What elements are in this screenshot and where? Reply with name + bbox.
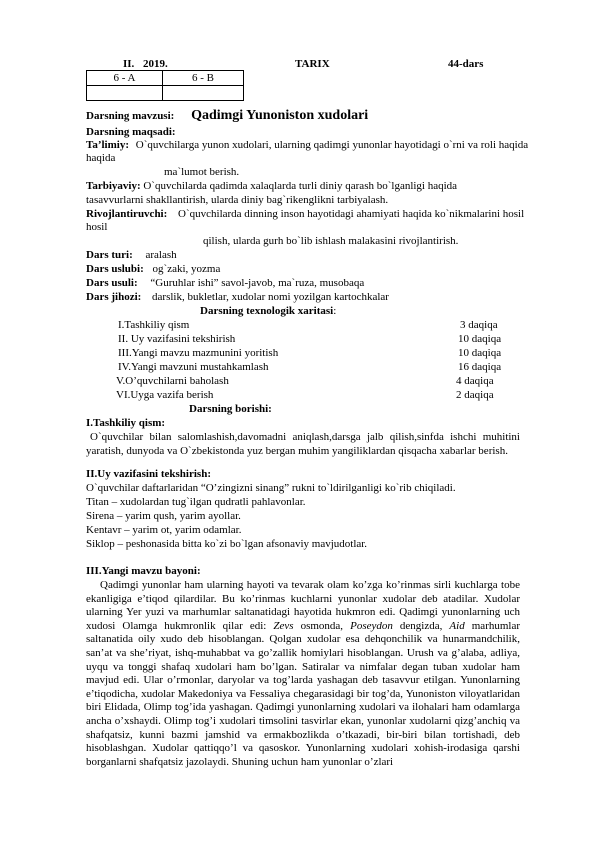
tarbiyaviy-line [86, 180, 457, 193]
plan-item: V.O’quvchilarni baholash [116, 375, 229, 387]
tech-map-title: Darsning texnologik xaritasi: [200, 305, 337, 317]
sec2-title: II.Uy vazifasini tekshirish: [86, 468, 211, 480]
plan-item: III.Yangi mavzu mazmunini yoritish [118, 347, 279, 359]
plan-item: I.Tashkiliy qism [118, 319, 190, 331]
sec3-text: Qadimgi yunonlar ham ularning hayoti va tevarak olam ko’zga ko’rinmas sirli kuchlarga tobe ekanligiga e’tiqod qilardilar. Bu ko’rinmas kuchlarni yunonlar xudolar deb atadilar. Xudolar ularning Yer yuzi va marhumlar saltanatidagi hayotida hukmron edi. Qadimgi yunonlarning uch xudosi Olamga hukmronlik qilar edi: Zevs osmonda, Poseydon dengizda, Aid marhumlar saltanatida oily xudo deb hisoblangan. Qolgan xudolar esa dehqonchilik va hunarmandchilik, san’at va she’riyat, ishq-muhabbat va go’zallik homiylari hisoblangan. Urush va g’alaba, adliya, uyqu va tonggi shafaq xudolari ham bo’lgan. Satiralar va nimfalar degan tuban xudolar ham mavjud edi. Ular o’rmonlar, daryolar va tog’larda yashagan deb tasavvur etilgan. Yunonlarning e’tiqodicha, xudolar Makedoniya va Fessaliya chegarasidagi bir tog’da, Yunoniston viloyatlaridan biri Elidada, Olimp tog’ida yashagan. Qadimgi yunonlarning xudolari va ilohalari ham odamlarga ancha o’xshaydi. Olimp tog’i xudolari timsolini tasvirlar ekan, yunonlar xudolarni qizg’anchiq va shafqatsiz, kunni bazmi jamshid va ermakbozlikda o’tkazadi, bir-biri bilan tortishadi, deb hisoblashgan. Xudolar qattiqqo’l va qasoskor. Yunonlarning xudolari xohish-irodasiga qarshi borganlarni shafqatsiz jazolaydi. Shuning uchun ham yunonlar o’zlari [86, 579, 521, 768]
rivoj-cont: qilish, ularda gurh bo`lib ishlash malakasini rivojlantirish. [203, 235, 459, 247]
class-cell: 6 - A [87, 71, 163, 86]
header-section: II. [123, 58, 135, 70]
rivoj-label: Rivojlantiruvchi: [86, 208, 168, 220]
plan-time: 10 daqiqa [458, 347, 502, 359]
tarbiyaviy-label: Tarbiyaviy: [86, 180, 141, 192]
talimiy-text: O`quvchilarga yunon xudolari, ularning qadimgi yunonlar hayotidagi o`rni va roli haqida [135, 139, 529, 151]
header-year: 2019. [143, 58, 168, 70]
plan-time: 3 daqiqa [460, 319, 498, 331]
plan-item: VI.Uyga vazifa berish [116, 389, 214, 401]
sec1-text: O`quvchilar bilan salomlashish,davomadni aniqlash,darsga jalb qilish,sinfda ishchi muhitini yaratish, dunyoda va O`zbekistonda yuz bergan muhim yangiliklardan qisqacha xabarlar berish. [86, 431, 520, 457]
dars-usuli: Dars usuli: “Guruhlar ishi” savol-javob, ma`ruza, musobaqa [86, 277, 365, 289]
talimiy-label: Ta’limiy: [86, 139, 129, 151]
sec3-title: III.Yangi mavzu bayoni: [86, 565, 201, 577]
sec1-title: I.Tashkiliy qism: [86, 417, 166, 429]
plan-time: 16 daqiqa [458, 361, 502, 373]
class-cell: 6 - B [163, 71, 244, 86]
class-table [86, 70, 244, 101]
empty-cell [87, 86, 163, 101]
goals-label: Darsning maqsadi: [86, 126, 176, 138]
tarbiyaviy-cont: tasavvurlarni shakllantirish, ularda diniy bag`rikenglikni tarbiyalash. [86, 194, 389, 206]
sec2-line: Kentavr – yarim ot, yarim odamlar. [86, 524, 242, 536]
zevs-name: Zevs [273, 619, 294, 632]
topic-title: Qadimgi Yunoniston xudolari [191, 108, 369, 123]
dars-uslubi: Dars uslubi: og`zaki, yozma [86, 263, 221, 275]
plan-time: 2 daqiqa [456, 389, 494, 401]
plan-item: IV.Yangi mavzuni mustahkamlash [118, 361, 269, 373]
rivoj-line [86, 208, 524, 221]
topic-label: Darsning mavzusi: [86, 110, 175, 122]
sec2-line: Titan – xudolardan tug`ilgan qudratli pahlavonlar. [86, 496, 306, 508]
sec2-line: O`quvchilar daftarlaridan “O’zingizni sinang” rukni to`ldirilganligi ko`rib chiqiladi. [86, 482, 456, 494]
talimiy-word: haqida [86, 152, 116, 164]
poseydon-name: Poseydon [350, 619, 393, 632]
dars-jihozi: Dars jihozi: darslik, bukletlar, xudolar nomi yozilgan kartochkalar [86, 291, 389, 303]
plan-item: II. Uy vazifasini tekshirish [118, 333, 236, 345]
dars-turi: Dars turi: aralash [86, 249, 177, 261]
talimiy-line [86, 139, 528, 152]
header-lesson: 44-dars [448, 58, 484, 70]
sec2-line: Siklop – peshonasida bitta ko`zi bo`lgan afsonaviy mavjudotlar. [86, 538, 368, 550]
topic-line [86, 109, 368, 123]
plan-time: 4 daqiqa [456, 375, 494, 387]
sec2-line: Sirena – yarim qush, yarim ayollar. [86, 510, 241, 522]
header-subject: TARIX [295, 58, 330, 70]
aid-name: Aid [449, 619, 465, 632]
rivoj-word: hosil [86, 221, 108, 233]
tarbiyaviy-text: O`quvchilarda qadimda xalaqlarda turli diniy qarash bo`lganligi haqida [143, 180, 458, 192]
course-title: Darsning borishi: [189, 403, 272, 415]
plan-time: 10 daqiqa [458, 333, 502, 345]
rivoj-text: O`quvchilarda dinning inson hayotidagi ahamiyati haqida ko`nikmalarini hosil [178, 208, 525, 220]
talimiy-cont: ma`lumot berish. [164, 166, 240, 178]
empty-cell [163, 86, 244, 101]
